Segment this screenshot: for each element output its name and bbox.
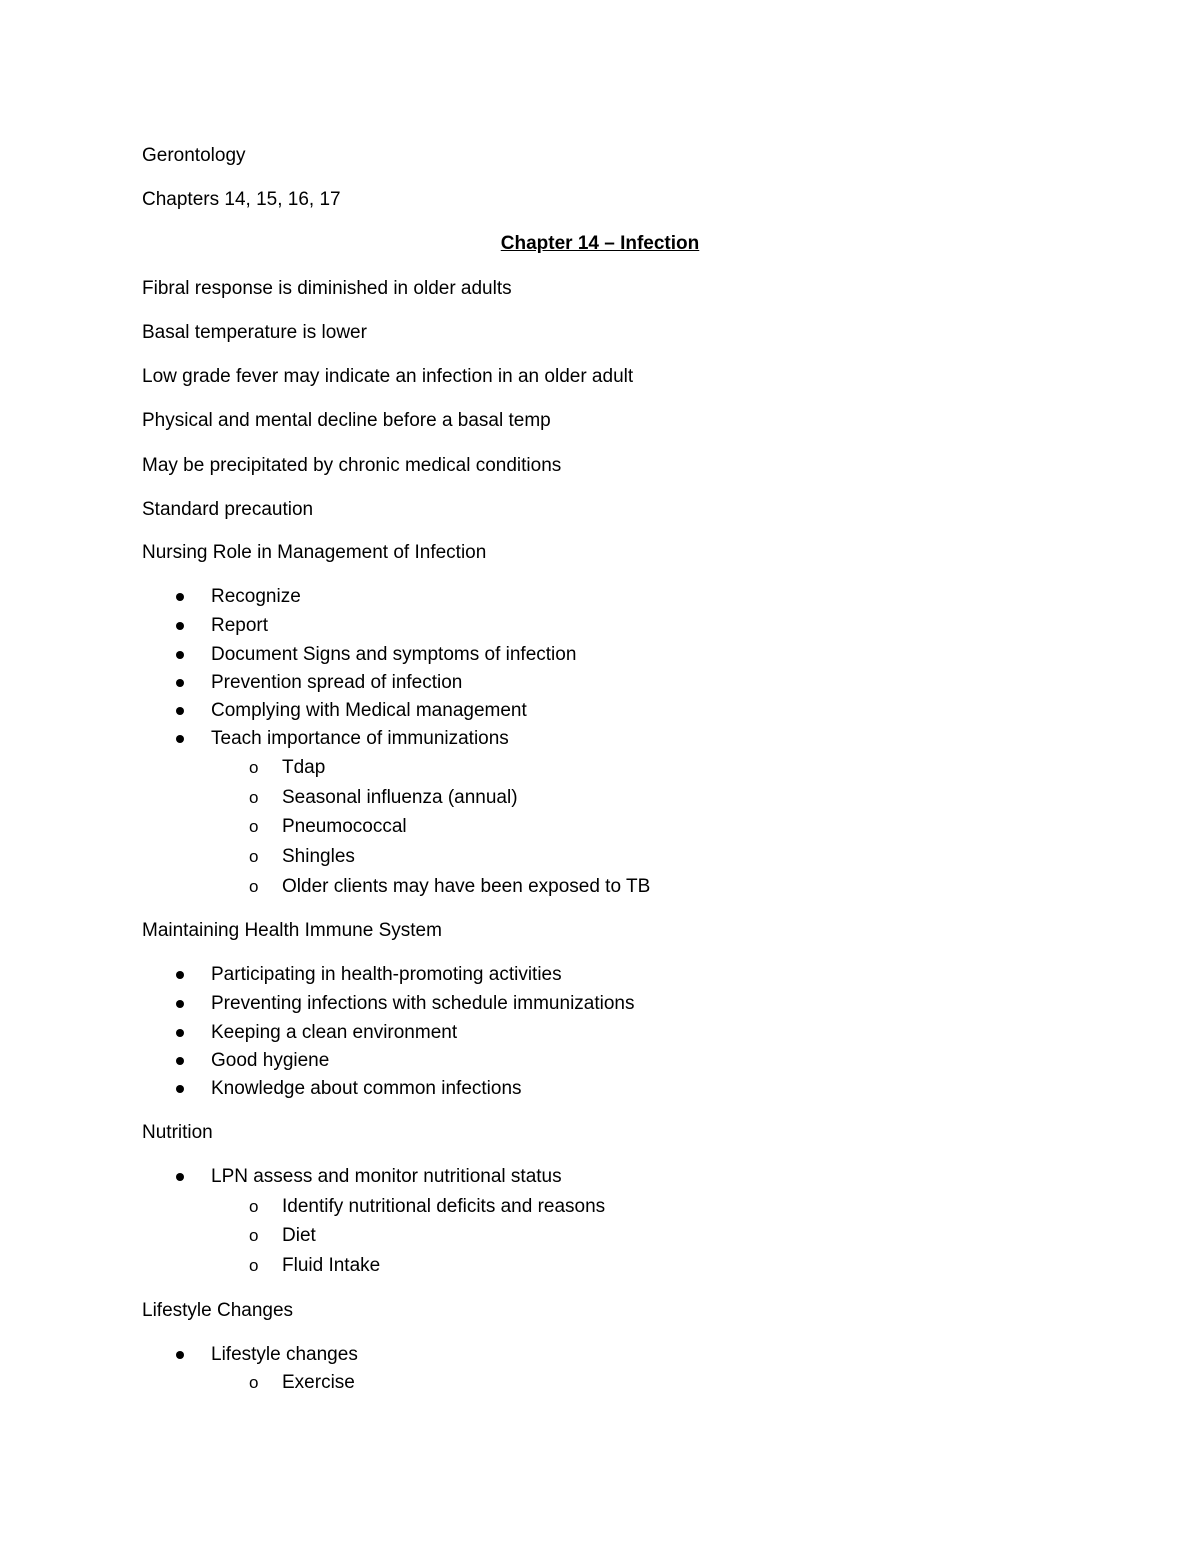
bullet-icon bbox=[176, 1173, 184, 1181]
list-item-text: Good hygiene bbox=[211, 1050, 330, 1071]
sub-list-item-text: Diet bbox=[282, 1225, 316, 1246]
bullet-icon bbox=[176, 651, 184, 659]
list-item-text: Preventing infections with schedule immunizations bbox=[211, 993, 635, 1014]
list-item-text: Knowledge about common infections bbox=[211, 1078, 522, 1099]
list-item-text: Document Signs and symptoms of infection bbox=[211, 644, 577, 665]
bullet-icon bbox=[176, 622, 184, 630]
sub-list-item-text: Seasonal influenza (annual) bbox=[282, 787, 518, 808]
paragraph: Basal temperature is lower bbox=[142, 322, 367, 343]
list-item-text: Recognize bbox=[211, 586, 301, 607]
immune-system-heading: Maintaining Health Immune System bbox=[142, 920, 442, 941]
sub-list-item-text: Pneumococcal bbox=[282, 816, 407, 837]
sub-bullet-icon: o bbox=[249, 1226, 259, 1245]
bullet-icon bbox=[176, 971, 184, 979]
list-item-text: Prevention spread of infection bbox=[211, 672, 463, 693]
sub-bullet-icon: o bbox=[249, 877, 259, 896]
list-item-text: Keeping a clean environment bbox=[211, 1022, 458, 1043]
sub-list-item-text: Fluid Intake bbox=[282, 1255, 381, 1276]
sub-list-item-text: Shingles bbox=[282, 846, 355, 867]
document-title: Gerontology bbox=[142, 145, 246, 166]
paragraph: Low grade fever may indicate an infection in an older adult bbox=[142, 366, 634, 387]
sub-bullet-icon: o bbox=[249, 1197, 259, 1216]
sub-list-item-text: Identify nutritional deficits and reasons bbox=[282, 1196, 606, 1217]
sub-list-item-text: Tdap bbox=[282, 757, 326, 778]
bullet-icon bbox=[176, 735, 184, 743]
paragraph: May be precipitated by chronic medical conditions bbox=[142, 455, 562, 476]
list-item-text: Lifestyle changes bbox=[211, 1344, 358, 1365]
sub-bullet-icon: o bbox=[249, 1256, 259, 1275]
paragraph: Physical and mental decline before a basal temp bbox=[142, 410, 551, 431]
sub-bullet-icon: o bbox=[249, 1373, 259, 1392]
nursing-role-heading: Nursing Role in Management of Infection bbox=[142, 542, 487, 563]
bullet-icon bbox=[176, 679, 184, 687]
list-item-text: Report bbox=[211, 615, 269, 636]
sub-list-item-text: Older clients may have been exposed to TB bbox=[282, 876, 651, 897]
sub-bullet-icon: o bbox=[249, 758, 259, 777]
bullet-icon bbox=[176, 707, 184, 715]
sub-bullet-icon: o bbox=[249, 817, 259, 836]
paragraph: Fibral response is diminished in older adults bbox=[142, 278, 512, 299]
bullet-icon bbox=[176, 1000, 184, 1008]
list-item-text: Teach importance of immunizations bbox=[211, 728, 509, 749]
paragraph: Standard precaution bbox=[142, 499, 314, 520]
list-item-text: Complying with Medical management bbox=[211, 700, 527, 721]
bullet-icon bbox=[176, 1085, 184, 1093]
section-heading: Chapter 14 – Infection bbox=[500, 233, 700, 254]
chapters-line: Chapters 14, 15, 16, 17 bbox=[142, 189, 341, 210]
nutrition-heading: Nutrition bbox=[142, 1122, 213, 1143]
list-item-text: LPN assess and monitor nutritional status bbox=[211, 1166, 562, 1187]
bullet-icon bbox=[176, 1029, 184, 1037]
bullet-icon bbox=[176, 1057, 184, 1065]
bullet-icon bbox=[176, 1351, 184, 1359]
sub-bullet-icon: o bbox=[249, 847, 259, 866]
bullet-icon bbox=[176, 593, 184, 601]
list-item-text: Participating in health-promoting activities bbox=[211, 964, 562, 985]
lifestyle-heading: Lifestyle Changes bbox=[142, 1300, 294, 1321]
sub-list-item-text: Exercise bbox=[282, 1372, 355, 1393]
sub-bullet-icon: o bbox=[249, 788, 259, 807]
